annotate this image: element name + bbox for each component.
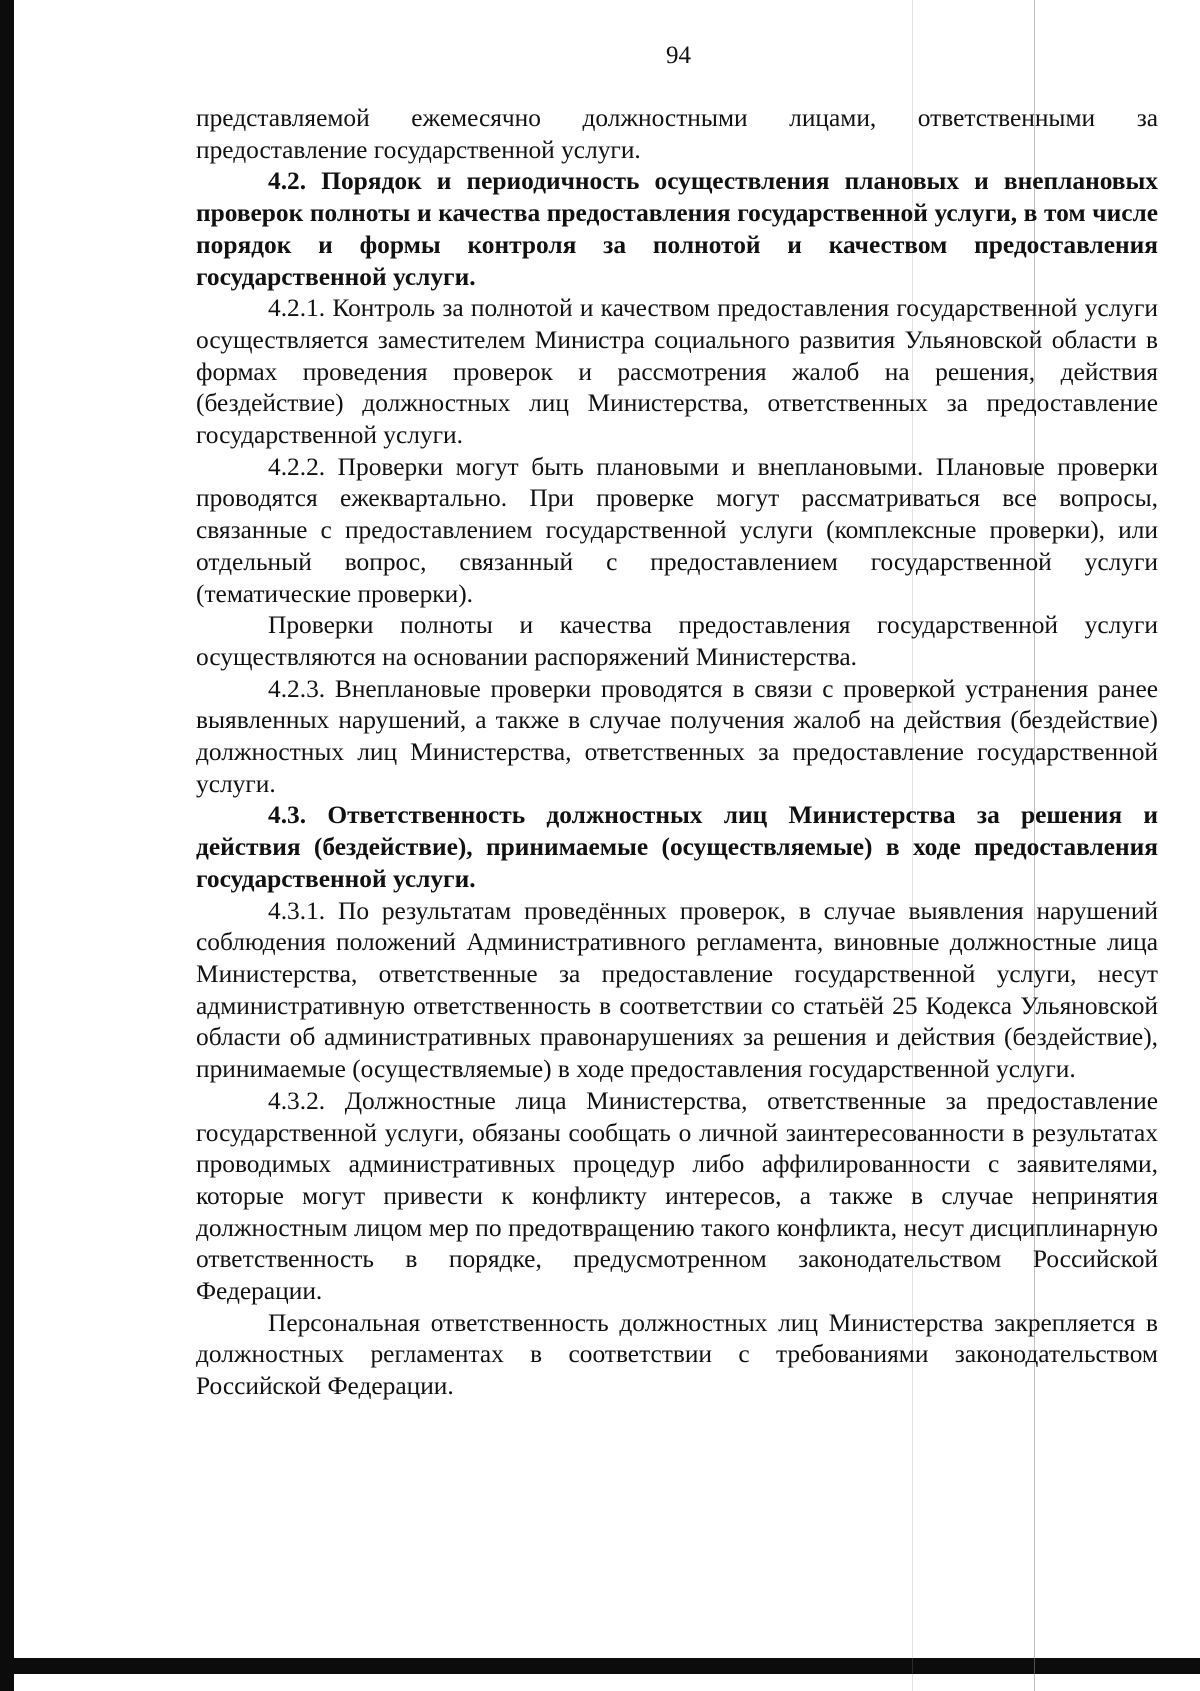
- section-heading-4-3: 4.3. Ответственность должностных лиц Министерства за решения и действия (бездействие), принимаемые (осуществляемые) в ходе предоставления государственной услуги.: [196, 801, 1158, 893]
- section-heading-4-2: 4.2. Порядок и периодичность осуществления плановых и внеплановых проверок полноты и качества предоставления государственной услуги, в том числе порядок и формы контроля за полнотой и качеством предоставления государственной услуги.: [196, 167, 1158, 291]
- document-body: [196, 103, 1158, 1403]
- paragraph-continuation: представляемой ежемесячно должностными лицами, ответственными за предоставление государственной услуги.: [196, 104, 1158, 164]
- paragraph-4-3-2: 4.3.2. Должностные лица Министерства, ответственные за предоставление государственной услуги, обязаны сообщать о личной заинтересованности в результатах проводимых административных процедур либо аффилированности с заявителями, которые могут привести к конфликту интересов, а также в случае непринятия должностным лицом мер по предотвращению такого конфликта, несут дисциплинарную ответственность в порядке, предусмотренном законодательством Российской Федерации.: [196, 1086, 1158, 1306]
- scan-left-edge: [0, 0, 14, 1691]
- page-number: 94: [666, 42, 691, 69]
- paragraph-inspections-basis: Проверки полноты и качества предоставления государственной услуги осуществляются на основании распоряжений Министерства.: [196, 611, 1158, 671]
- paragraph-4-2-1: 4.2.1. Контроль за полнотой и качеством предоставления государственной услуги осуществляется заместителем Министра социального развития Ульяновской области в формах проведения проверок и рассмотрения жалоб на решения, действия (бездействие) должностных лиц Министерства, ответственных за предоставление государственной услуги.: [196, 294, 1158, 450]
- scan-bottom-edge: [0, 1658, 1200, 1674]
- paragraph-4-2-3: 4.2.3. Внеплановые проверки проводятся в связи с проверкой устранения ранее выявленных нарушений, а также в случае получения жалоб на действия (бездействие) должностных лиц Министерства, ответственных за предоставление государственной услуги.: [196, 674, 1158, 798]
- paragraph-4-3-1: 4.3.1. По результатам проведённых проверок, в случае выявления нарушений соблюдения положений Административного регламента, виновные должностные лица Министерства, ответственные за предоставление государственной услуги, несут административную ответственность в соответствии со статьёй 25 Кодекса Ульяновской области об административных правонарушениях за решения и действия (бездействие), принимаемые (осуществляемые) в ходе предоставления государственной услуги.: [196, 896, 1158, 1084]
- paragraph-personal-responsibility: Персональная ответственность должностных лиц Министерства закрепляется в должностных регламентах в соответствии с требованиями законодательством Российской Федерации.: [196, 1308, 1158, 1401]
- paragraph-4-2-2: 4.2.2. Проверки могут быть плановыми и внеплановыми. Плановые проверки проводятся ежеквартально. При проверке могут рассматриваться все вопросы, связанные с предоставлением государственной услуги (комплексные проверки), или отдельный вопрос, связанный с предоставлением государственной услуги (тематические проверки).: [196, 452, 1158, 608]
